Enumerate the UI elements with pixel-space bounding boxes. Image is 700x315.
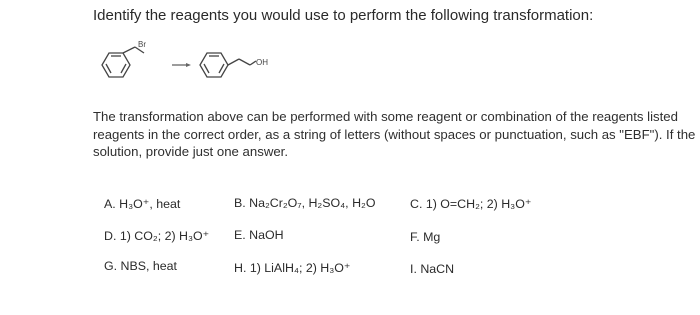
reactant-br-label: Br bbox=[138, 40, 146, 49]
instructions-line-3: solution, provide just one answer. bbox=[93, 144, 288, 159]
reactant-structure bbox=[102, 47, 144, 77]
instructions-line-1: The transformation above can be performed with some reagent or combination of the reagents listed bbox=[93, 109, 678, 124]
instructions-line-2: reagents in the correct order, as a string of letters (without spaces or punctuation, such as "EBF"). If the bbox=[93, 126, 696, 142]
question-title: Identify the reagents you would use to perform the following transformation: bbox=[93, 7, 594, 24]
option-h: H. 1) LiAlH₄; 2) H₃O⁺ bbox=[234, 261, 351, 275]
product-structure bbox=[200, 53, 256, 77]
option-g: G. NBS, heat bbox=[104, 259, 178, 273]
option-f: F. Mg bbox=[410, 230, 441, 244]
product-oh-label: OH bbox=[256, 58, 268, 67]
option-b: B. Na₂Cr₂O₇, H₂SO₄, H₂O bbox=[234, 196, 376, 210]
reaction-scheme bbox=[90, 38, 290, 93]
option-e: E. NaOH bbox=[234, 228, 284, 242]
option-d: D. 1) CO₂; 2) H₃O⁺ bbox=[104, 229, 210, 243]
option-a: A. H₃O⁺, heat bbox=[104, 197, 181, 211]
instructions-paragraph bbox=[93, 108, 700, 161]
option-c: C. 1) O=CH₂; 2) H₃O⁺ bbox=[410, 197, 532, 211]
option-i: I. NaCN bbox=[410, 262, 455, 276]
reaction-arrow bbox=[172, 63, 191, 67]
